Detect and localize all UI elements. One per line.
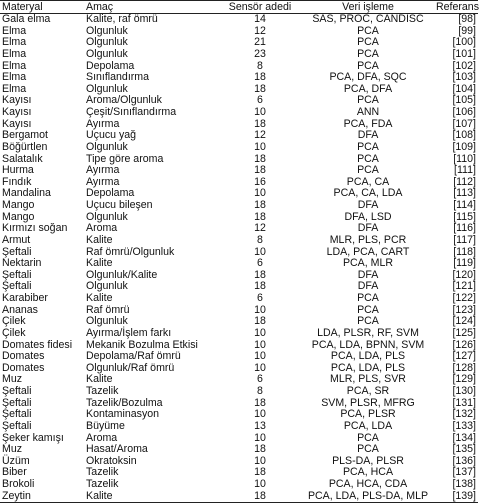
- cell-processing: DFA: [357, 280, 379, 293]
- cell-sensors: 13: [254, 419, 266, 432]
- cell-sensors: 23: [254, 47, 266, 60]
- cell-reference: [122]: [452, 292, 476, 304]
- cell-material: Çilek: [2, 326, 26, 339]
- cell-sensors: 18: [254, 315, 266, 328]
- table-row: [0, 212, 478, 224]
- cell-reference: [116]: [453, 222, 476, 235]
- cell-reference: [109]: [452, 140, 476, 153]
- cell-reference: [139]: [452, 489, 476, 502]
- table-row: [0, 130, 478, 142]
- cell-purpose: Sınıflandırma: [86, 71, 150, 84]
- cell-reference: [133]: [452, 419, 476, 432]
- cell-processing: PCA: [357, 443, 379, 456]
- cell-purpose: Olgunluk: [86, 36, 128, 49]
- cell-material: Kayısı: [2, 94, 32, 107]
- table-row: [0, 72, 478, 84]
- cell-processing: MLR, PLS, SVR: [330, 373, 406, 386]
- cell-processing: PCA, HCA, CDA: [328, 478, 408, 490]
- cell-sensors: 18: [254, 489, 266, 502]
- cell-purpose: Mekanik Bozulma Etkisi: [86, 338, 198, 351]
- cell-purpose: Raf ömrü/Olgunluk: [86, 245, 175, 258]
- cell-processing: PCA: [357, 152, 379, 165]
- cell-purpose: Ayırma: [86, 117, 120, 130]
- cell-reference: [107]: [452, 117, 476, 130]
- cell-sensors: 10: [254, 431, 266, 444]
- table-row: [0, 84, 478, 96]
- cell-processing: PCA: [357, 315, 379, 328]
- cell-material: Şeftali: [2, 280, 32, 293]
- cell-sensors: 10: [254, 350, 266, 363]
- cell-material: Mango: [2, 199, 35, 211]
- cell-reference: [136]: [452, 454, 476, 467]
- cell-purpose: Depolama: [86, 187, 135, 200]
- cell-processing: ANN: [356, 106, 380, 118]
- cell-sensors: 14: [254, 13, 266, 25]
- cell-material: Domates: [2, 350, 45, 363]
- cell-purpose: Büyüme: [86, 419, 125, 432]
- cell-processing: PCA, LDA, PLS: [330, 361, 406, 374]
- cell-purpose: Kalite, raf ömrü: [86, 13, 158, 25]
- cell-processing: SAS, PROC, CANDISC: [312, 13, 424, 25]
- cell-purpose: Ayırma: [86, 164, 120, 177]
- cell-processing: DFA: [357, 199, 379, 211]
- cell-processing: PCA: [357, 24, 379, 37]
- cell-material: Şeftali: [2, 268, 32, 281]
- cell-material: Şeftali: [2, 385, 32, 397]
- cell-processing: PCA, LDA: [343, 419, 393, 432]
- cell-purpose: Hasat/Aroma: [86, 443, 148, 456]
- cell-sensors: 18: [254, 82, 266, 95]
- cell-reference: [102]: [452, 59, 476, 72]
- cell-sensors: 18: [254, 280, 266, 293]
- cell-sensors: 8: [257, 59, 263, 72]
- cell-purpose: Kalite: [86, 373, 113, 386]
- table-row: [0, 223, 478, 235]
- cell-material: Domates: [2, 361, 45, 374]
- table-row: [0, 398, 478, 410]
- cell-purpose: Tazelik: [86, 385, 119, 397]
- cell-sensors: 12: [254, 24, 266, 37]
- cell-sensors: 18: [254, 396, 266, 409]
- cell-reference: [130]: [452, 385, 476, 397]
- table-row: [0, 235, 478, 247]
- cell-sensors: 6: [257, 257, 263, 270]
- cell-processing: PCA: [357, 431, 379, 444]
- cell-purpose: Raf ömrü: [86, 303, 130, 316]
- cell-material: Elma: [2, 71, 27, 84]
- cell-reference: [129]: [452, 373, 476, 386]
- cell-sensors: 8: [257, 385, 263, 397]
- cell-purpose: Olgunluk: [86, 315, 128, 328]
- cell-reference: [112]: [453, 175, 476, 188]
- table-row: [0, 433, 478, 445]
- cell-processing: PCA, PLSR: [340, 408, 396, 421]
- cell-reference: [134]: [452, 431, 476, 444]
- cell-reference: [101]: [452, 47, 476, 60]
- cell-material: Salatalık: [2, 152, 43, 165]
- cell-sensors: 10: [254, 326, 266, 339]
- cell-reference: [131]: [452, 396, 476, 409]
- table-row: [0, 154, 478, 166]
- cell-reference: [113]: [453, 187, 476, 200]
- cell-material: Şeftali: [2, 396, 32, 409]
- cell-material: Armut: [2, 233, 31, 246]
- table-row: [0, 142, 478, 154]
- cell-reference: [135]: [452, 443, 476, 456]
- table-row: [0, 409, 478, 421]
- table-row: [0, 491, 478, 503]
- cell-processing: LDA, PCA, CART: [326, 245, 410, 258]
- table-row: [0, 258, 478, 270]
- table-row: [0, 107, 478, 119]
- cell-processing: PLS-DA, PLSR: [332, 454, 404, 467]
- cell-material: Ananas: [2, 303, 38, 316]
- table-row: [0, 374, 478, 386]
- cell-purpose: Olgunluk/Kalite: [86, 268, 158, 281]
- cell-purpose: Uçucu bileşen: [86, 199, 153, 211]
- table-row: [0, 305, 478, 317]
- table-header: [0, 1, 478, 14]
- table-row: [0, 37, 478, 49]
- cell-processing: PCA, FDA: [343, 117, 393, 130]
- cell-material: Bergamot: [2, 129, 48, 142]
- cell-material: Fındık: [2, 175, 32, 188]
- cell-processing: PCA, CA: [346, 175, 390, 188]
- cell-sensors: 10: [254, 303, 266, 316]
- cell-purpose: Ayırma/İşlem farkı: [86, 326, 172, 339]
- table-row: [0, 281, 478, 293]
- cell-processing: DFA: [357, 129, 379, 142]
- cell-sensors: 10: [254, 361, 266, 374]
- cell-purpose: Uçucu yağ: [86, 129, 137, 142]
- cell-sensors: 18: [254, 210, 266, 223]
- cell-reference: [121]: [452, 280, 476, 293]
- cell-processing: PCA, CA, LDA: [333, 187, 403, 200]
- header-row: [0, 1, 478, 14]
- cell-reference: [105]: [452, 94, 476, 107]
- cell-reference: [111]: [454, 164, 476, 177]
- cell-purpose: Çeşit/Sınıflandırma: [86, 106, 177, 118]
- cell-reference: [138]: [452, 478, 476, 490]
- cell-processing: PCA: [357, 59, 379, 72]
- table-body: [0, 14, 478, 503]
- cell-sensors: 12: [254, 129, 266, 142]
- cell-material: Elma: [2, 36, 27, 49]
- cell-processing: PCA, LDA, PLS: [330, 350, 406, 363]
- cell-sensors: 18: [254, 199, 266, 211]
- cell-material: Çilek: [2, 315, 26, 328]
- table-row: [0, 119, 478, 131]
- cell-material: Hurma: [2, 164, 34, 177]
- cell-sensors: 10: [254, 338, 266, 351]
- cell-sensors: 10: [254, 140, 266, 153]
- cell-purpose: Tazelik: [86, 466, 119, 479]
- cell-reference: [119]: [453, 257, 476, 270]
- cell-processing: PCA: [357, 164, 379, 177]
- cell-purpose: Tazelik/Bozulma: [86, 396, 163, 409]
- cell-purpose: Olgunluk: [86, 24, 128, 37]
- cell-processing: PCA: [357, 140, 379, 153]
- cell-reference: [103]: [452, 71, 476, 84]
- cell-reference: [100]: [452, 36, 476, 49]
- table-row: [0, 456, 478, 468]
- cell-sensors: 10: [254, 106, 266, 118]
- table-row: [0, 200, 478, 212]
- cell-sensors: 16: [254, 175, 266, 188]
- cell-sensors: 10: [254, 408, 266, 421]
- cell-processing: SVM, PLSR, MFRG: [321, 396, 415, 409]
- cell-reference: [120]: [452, 268, 476, 281]
- cell-material: Şeftali: [2, 419, 32, 432]
- cell-processing: PCA, MLR: [342, 257, 394, 270]
- cell-purpose: Olgunluk: [86, 280, 128, 293]
- cell-processing: PCA, LDA, BPNN, SVM: [311, 338, 425, 351]
- table-row: [0, 26, 478, 38]
- header-sensors: Sensör adedi: [228, 1, 292, 13]
- cell-processing: PCA: [357, 292, 379, 304]
- cell-processing: PCA: [357, 36, 379, 49]
- cell-sensors: 10: [254, 187, 266, 200]
- cell-reference: [132]: [452, 408, 476, 421]
- cell-material: Kırmızı soğan: [2, 222, 68, 235]
- cell-reference: [108]: [452, 129, 476, 142]
- cell-material: Elma: [2, 82, 27, 95]
- cell-material: Muz: [2, 443, 23, 456]
- table-row: [0, 188, 478, 200]
- cell-sensors: 18: [254, 71, 266, 84]
- cell-purpose: Olgunluk: [86, 47, 128, 60]
- cell-purpose: Tipe göre aroma: [86, 152, 164, 165]
- cell-material: Şeftali: [2, 408, 32, 421]
- cell-reference: [114]: [453, 199, 476, 211]
- cell-material: Muz: [2, 373, 23, 386]
- cell-material: Mango: [2, 210, 35, 223]
- cell-purpose: Aroma: [86, 222, 118, 235]
- cell-material: Elma: [2, 59, 27, 72]
- cell-processing: DFA, LSD: [344, 210, 392, 223]
- cell-purpose: Kalite: [86, 292, 113, 304]
- table-row: [0, 270, 478, 282]
- cell-sensors: 10: [254, 454, 266, 467]
- cell-processing: PCA: [357, 303, 379, 316]
- cell-processing: PCA, LDA, PLS-DA, MLP: [307, 489, 429, 502]
- cell-sensors: 12: [254, 222, 266, 235]
- table-row: [0, 444, 478, 456]
- cell-reference: [106]: [452, 106, 476, 118]
- cell-processing: PCA, HCA: [342, 466, 394, 479]
- cell-purpose: Olgunluk/Raf ömrü: [86, 361, 175, 374]
- table-row: [0, 14, 478, 26]
- table-row: [0, 351, 478, 363]
- cell-purpose: Olgunluk: [86, 82, 128, 95]
- cell-reference: [127]: [452, 350, 476, 363]
- table-row: [0, 479, 478, 491]
- cell-purpose: Olgunluk: [86, 210, 128, 223]
- cell-purpose: Kalite: [86, 257, 113, 270]
- cell-sensors: 10: [254, 478, 266, 490]
- cell-sensors: 21: [254, 36, 266, 49]
- cell-sensors: 18: [254, 443, 266, 456]
- cell-sensors: 6: [257, 373, 263, 386]
- table-row: [0, 165, 478, 177]
- cell-processing: DFA: [357, 268, 379, 281]
- cell-purpose: Depolama/Raf ömrü: [86, 350, 181, 363]
- cell-reference: [128]: [452, 361, 476, 374]
- cell-reference: [104]: [452, 82, 476, 95]
- cell-reference: [123]: [452, 303, 476, 316]
- cell-reference: [110]: [453, 152, 476, 165]
- table-row: [0, 247, 478, 259]
- cell-purpose: Aroma: [86, 431, 118, 444]
- cell-material: Karabiber: [2, 292, 48, 304]
- header-processing: Veri işleme: [342, 1, 394, 13]
- table-row: [0, 328, 478, 340]
- cell-purpose: Aroma/Olgunluk: [86, 94, 162, 107]
- cell-purpose: Kalite: [86, 233, 113, 246]
- cell-processing: LDA, PLSR, RF, SVM: [317, 326, 419, 339]
- header-reference: Referans: [436, 1, 479, 13]
- cell-sensors: 18: [254, 117, 266, 130]
- cell-reference: [137]: [452, 466, 476, 479]
- cell-sensors: 18: [254, 268, 266, 281]
- cell-material: Şeftali: [2, 245, 32, 258]
- cell-reference: [115]: [453, 210, 476, 223]
- cell-reference: [126]: [452, 338, 476, 351]
- cell-sensors: 18: [254, 152, 266, 165]
- table-row: [0, 386, 478, 398]
- cell-purpose: Olgunluk: [86, 140, 128, 153]
- cell-sensors: 6: [257, 292, 263, 304]
- cell-purpose: Ayırma: [86, 175, 120, 188]
- table-row: [0, 177, 478, 189]
- cell-sensors: 8: [257, 233, 263, 246]
- cell-reference: [125]: [452, 326, 476, 339]
- table-row: [0, 293, 478, 305]
- table-row: [0, 95, 478, 107]
- table-row: [0, 421, 478, 433]
- cell-reference: [117]: [453, 233, 476, 246]
- cell-material: Elma: [2, 24, 27, 37]
- cell-material: Böğürtlen: [2, 140, 48, 153]
- cell-processing: PCA, DFA, SQC: [329, 71, 407, 84]
- table-row: [0, 49, 478, 61]
- cell-material: Üzüm: [2, 454, 30, 467]
- cell-material: Kayısı: [2, 117, 32, 130]
- cell-material: Mandalina: [2, 187, 51, 200]
- cell-processing: PCA: [357, 47, 379, 60]
- cell-material: Domates fidesi: [2, 338, 73, 351]
- cell-material: Şeker kamışı: [2, 431, 64, 444]
- cell-purpose: Depolama: [86, 59, 135, 72]
- cell-processing: PCA, DFA: [343, 82, 393, 95]
- header-purpose: Amaç: [86, 1, 114, 13]
- cell-purpose: Kontaminasyon: [86, 408, 160, 421]
- cell-processing: MLR, PLS, PCR: [329, 233, 407, 246]
- cell-material: Kayısı: [2, 106, 32, 118]
- cell-sensors: 10: [254, 245, 266, 258]
- cell-material: Nektarin: [2, 257, 42, 270]
- cell-reference: [118]: [453, 245, 476, 258]
- cell-sensors: 18: [254, 466, 266, 479]
- cell-processing: DFA: [357, 222, 379, 235]
- table-row: [0, 340, 478, 352]
- cell-reference: [98]: [458, 13, 476, 25]
- cell-material: Elma: [2, 47, 27, 60]
- cell-sensors: 6: [257, 94, 263, 107]
- table-row: [0, 363, 478, 375]
- cell-processing: PCA, SR: [346, 385, 390, 397]
- cell-purpose: Kalite: [86, 489, 113, 502]
- cell-purpose: Tazelik: [86, 478, 119, 490]
- cell-material: Brokoli: [2, 478, 35, 490]
- cell-purpose: Okratoksin: [86, 454, 137, 467]
- cell-sensors: 18: [254, 164, 266, 177]
- cell-reference: [124]: [452, 315, 476, 328]
- cell-reference: [99]: [458, 24, 476, 37]
- cell-processing: PCA: [357, 94, 379, 107]
- header-material: Materyal: [2, 1, 43, 13]
- cell-material: Zeytin: [2, 489, 31, 502]
- cell-material: Biber: [2, 466, 27, 479]
- cell-material: Gala elma: [2, 13, 51, 25]
